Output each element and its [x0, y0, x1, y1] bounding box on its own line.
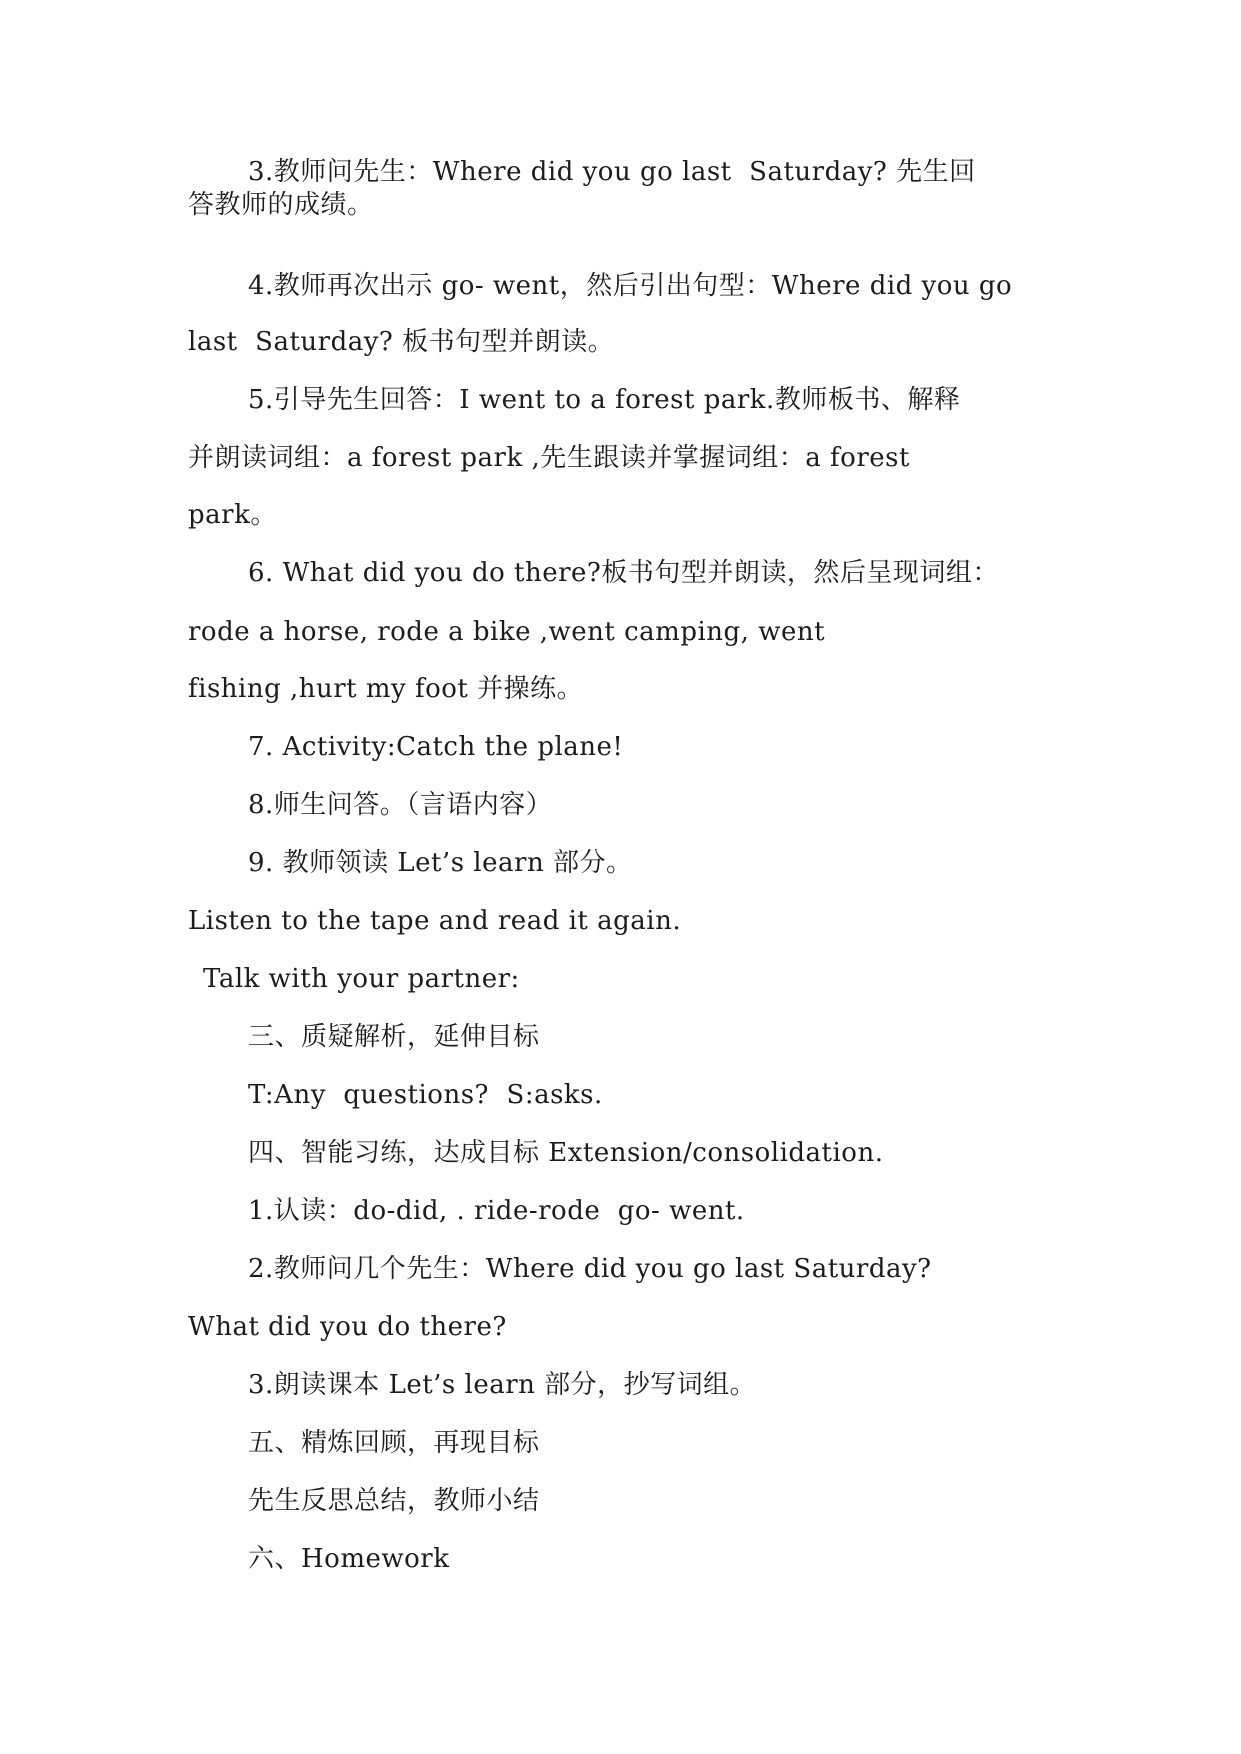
paragraph-line: 并朗读词组：a forest park ,先生跟读并掌握词组：a forest	[188, 443, 910, 473]
paragraph-line: 5.引导先生回答：I went to a forest park.教师板书、解释	[248, 385, 961, 415]
paragraph-line: 答教师的成绩。	[188, 190, 374, 220]
paragraph-line: Talk with your partner:	[203, 964, 520, 994]
paragraph-line: 9. 教师领读 Let’s learn 部分。	[248, 848, 633, 878]
section-heading: 六、Homework	[248, 1544, 450, 1574]
paragraph-line: 4.教师再次出示 go- went，然后引出句型：Where did you go	[248, 271, 1013, 301]
paragraph-line: 1.认读：do-did, . ride-rode go- went.	[248, 1196, 745, 1226]
section-heading: 五、精炼回顾，再现目标	[248, 1428, 540, 1458]
paragraph-line: 8.师生问答。（言语内容）	[248, 790, 553, 820]
paragraph-line: park。	[188, 500, 277, 530]
paragraph-line: Listen to the tape and read it again.	[188, 906, 682, 936]
paragraph-line: 3.教师问先生：Where did you go last Saturday? 先生回	[248, 157, 976, 187]
paragraph-line: rode a horse, rode a bike ,went camping, went	[188, 617, 826, 647]
section-heading: 三、质疑解析，延伸目标	[248, 1022, 540, 1052]
paragraph-line: last Saturday? 板书句型并朗读。	[188, 327, 615, 357]
paragraph-line: 3.朗读课本 Let’s learn 部分，抄写词组。	[248, 1370, 757, 1400]
paragraph-line: 7. Activity:Catch the plane!	[248, 732, 624, 762]
section-heading: 四、智能习练，达成目标 Extension/consolidation.	[248, 1138, 884, 1168]
paragraph-line: 6. What did you do there?板书句型并朗读，然后呈现词组：	[248, 558, 999, 588]
paragraph-line: 2.教师问几个先生：Where did you go last Saturday?	[248, 1254, 932, 1284]
paragraph-line: What did you do there?	[188, 1312, 507, 1342]
paragraph-line: T:Any questions? S:asks.	[248, 1080, 603, 1110]
paragraph-line: fishing ,hurt my foot 并操练。	[188, 674, 584, 704]
paragraph-line: 先生反思总结，教师小结	[248, 1486, 540, 1516]
